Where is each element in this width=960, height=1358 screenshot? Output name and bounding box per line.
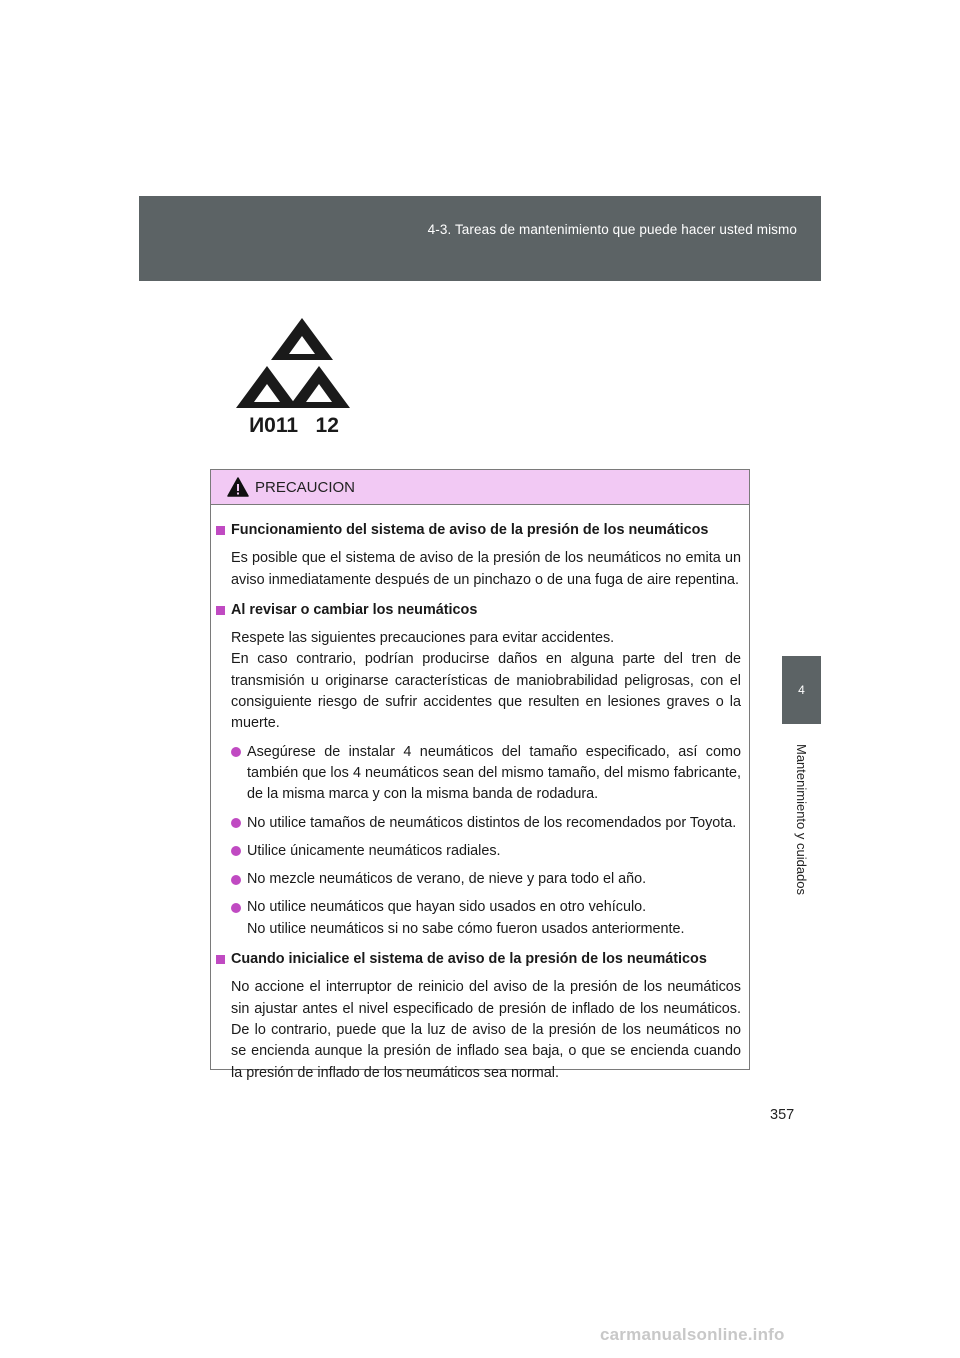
list-item: No utilice neumáticos que hayan sido usados en otro vehículo. No utilice neumáticos si no sabe cómo fueron usados anteriormente. bbox=[231, 897, 741, 940]
watermark: carmanualsonline.info bbox=[600, 1325, 785, 1344]
bullet-dot-icon bbox=[231, 818, 241, 828]
bullet-dot-icon bbox=[231, 875, 241, 885]
bullet-dot-icon bbox=[231, 747, 241, 757]
caution-header bbox=[211, 470, 749, 505]
chapter-label-text: Mantenimiento y cuidados bbox=[794, 744, 809, 896]
square-bullet-icon bbox=[216, 606, 225, 615]
bullet-dot-icon bbox=[231, 903, 241, 913]
warning-triangle-icon bbox=[227, 477, 249, 497]
section-heading: Al revisar o cambiar los neumáticos bbox=[216, 600, 741, 621]
header-band bbox=[139, 196, 821, 281]
list-item: Utilice únicamente neumáticos radiales. bbox=[231, 841, 741, 862]
square-bullet-icon bbox=[216, 955, 225, 964]
paragraph: Respete las siguientes precauciones para evitar accidentes. En caso contrario, podrían producirse daños en alguna parte del tren de transmisión u originarse características de maniobrabilidad peligrosas, con el consiguiente riesgo de sufrir accidentes que resulten en lesiones graves o la muerte. bbox=[231, 630, 741, 732]
section-heading: Cuando inicialice el sistema de aviso de la presión de los neumáticos bbox=[216, 949, 741, 970]
tread-wear-indicator-icon bbox=[236, 312, 352, 436]
chapter-number: 4 bbox=[798, 683, 805, 697]
section-title: 4-3. Tareas de mantenimiento que puede hacer usted mismo bbox=[427, 222, 797, 237]
chapter-tab bbox=[782, 656, 821, 724]
section-heading: Funcionamiento del sistema de aviso de la presión de los neumáticos bbox=[216, 520, 741, 541]
square-bullet-icon bbox=[216, 526, 225, 535]
caution-title: PRECAUCION bbox=[255, 479, 356, 496]
symbol-code: И011 12 bbox=[249, 414, 339, 436]
chapter-label bbox=[782, 730, 821, 910]
list-item: No mezcle neumáticos de verano, de nieve y para todo el año. bbox=[231, 869, 741, 890]
paragraph: Es posible que el sistema de aviso de la presión de los neumáticos no emita un aviso inmediatamente después de un pinchazo o de una fuga de aire repentina. bbox=[231, 550, 741, 588]
list-item: Asegúrese de instalar 4 neumáticos del tamaño especificado, así como también que los 4 neumáticos sean del mismo tamaño, del mismo fabricante, de la misma marca y con la misma banda de rodadura. bbox=[231, 742, 741, 806]
list-item: No utilice tamaños de neumáticos distintos de los recomendados por Toyota. bbox=[231, 813, 741, 834]
caution-box bbox=[210, 469, 750, 1081]
paragraph: No accione el interruptor de reinicio del aviso de la presión de los neumáticos sin ajustar antes el nivel especificado de presión de inflado de los neumáticos. De lo contrario, puede que la luz de aviso de la presión de los neumáticos no se encienda aunque la presión de inflado sea baja, o que se encienda cuando la presión de inflado de los neumáticos sea normal. bbox=[231, 979, 741, 1081]
page-number: 357 bbox=[770, 1107, 795, 1123]
bullet-dot-icon bbox=[231, 846, 241, 856]
caution-body bbox=[211, 505, 749, 1084]
